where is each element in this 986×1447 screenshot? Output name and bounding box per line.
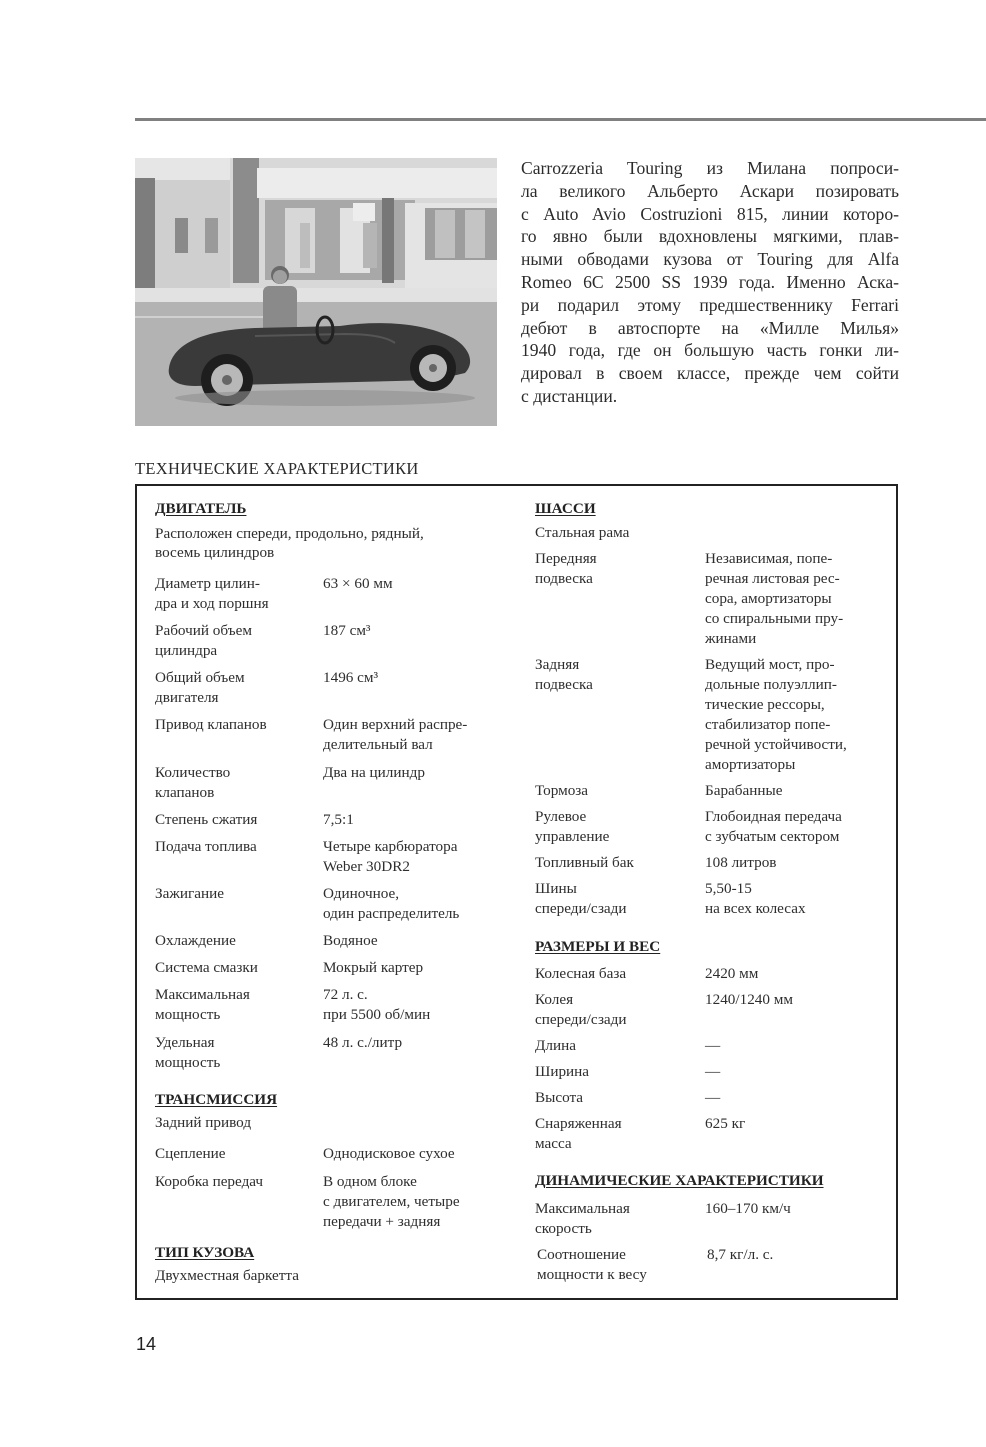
- spec-value: 72 л. с.: [323, 986, 368, 1003]
- spec-value: Один верхний распре-: [323, 716, 468, 733]
- caption-line: го явно были вдохновлены мягкими, плав-: [521, 226, 899, 247]
- section-heading-chassis: ШАССИ: [535, 500, 596, 517]
- body-type-note: Двухместная баркетта: [155, 1267, 299, 1284]
- caption-line: с дистанции.: [521, 385, 618, 406]
- spec-value: —: [705, 1037, 721, 1054]
- section-heading-dimensions: РАЗМЕРЫ И ВЕС: [535, 938, 661, 955]
- spec-label: Передняя: [535, 550, 597, 567]
- photo-caption: [521, 157, 899, 408]
- spec-value: амортизаторы: [705, 756, 796, 773]
- chassis-note: Стальная рама: [535, 524, 630, 541]
- caption-line: дебют в автоспорте на «Милле Милья»: [521, 317, 899, 338]
- spec-label: Система смазки: [155, 959, 258, 976]
- spec-value: Барабанные: [705, 782, 783, 799]
- spec-value: Weber 30DR2: [323, 858, 410, 875]
- engine-note: Расположен спереди, продольно, рядный,: [155, 525, 424, 542]
- spec-label: мощность: [155, 1006, 221, 1023]
- spec-label: Колесная база: [535, 965, 627, 982]
- spec-label: Соотношение: [537, 1246, 626, 1263]
- spec-label: двигателя: [155, 689, 219, 706]
- spec-label: Рулевое: [535, 808, 587, 825]
- spec-label: Длина: [535, 1037, 576, 1054]
- spec-value: 1240/1240 мм: [705, 991, 793, 1008]
- spec-value: 8,7 кг/л. с.: [707, 1246, 774, 1263]
- car-photo: [135, 158, 497, 426]
- spec-label: дра и ход поршня: [155, 595, 269, 612]
- spec-label: Зажигание: [155, 885, 224, 902]
- spec-label: Высота: [535, 1089, 584, 1106]
- spec-value: сора, амортизаторы: [705, 590, 832, 607]
- spec-label: Ширина: [535, 1063, 590, 1080]
- spec-label: Топливный бак: [535, 854, 634, 871]
- section-heading-body-type: ТИП КУЗОВА: [155, 1244, 255, 1261]
- spec-value: на всех колесах: [705, 900, 806, 917]
- section-heading-performance: ДИНАМИЧЕСКИЕ ХАРАКТЕРИСТИКИ: [535, 1172, 824, 1189]
- spec-value: 625 кг: [705, 1115, 746, 1132]
- caption-line: Romeo 6C 2500 SS 1939 года. Именно Аска-: [521, 271, 899, 292]
- spec-label: мощность: [155, 1054, 221, 1071]
- photo-illustration: [135, 158, 497, 426]
- transmission-note: Задний привод: [155, 1114, 252, 1131]
- spec-label: Максимальная: [155, 986, 250, 1003]
- spec-value: 48 л. с./литр: [323, 1034, 403, 1051]
- spec-label: Задняя: [535, 656, 580, 673]
- spec-label: Диаметр цилин-: [155, 575, 260, 592]
- spec-label: Снаряженная: [535, 1115, 622, 1132]
- spec-value: жинами: [705, 630, 757, 647]
- spec-value: речной устойчивости,: [705, 736, 847, 753]
- section-heading-transmission: ТРАНСМИССИЯ: [155, 1091, 278, 1108]
- spec-value: стабилизатор попе-: [705, 716, 831, 733]
- spec-label: Удельная: [155, 1034, 215, 1051]
- specs-box: [135, 484, 898, 1300]
- engine-note: восемь цилиндров: [155, 544, 275, 561]
- page-number: 14: [136, 1334, 157, 1354]
- spec-value: дольные полуэллип-: [705, 676, 837, 693]
- spec-value: тические рессоры,: [705, 696, 825, 713]
- spec-value: 63 × 60 мм: [323, 575, 393, 592]
- spec-label: Коробка передач: [155, 1173, 264, 1190]
- spec-value: речная листовая рес-: [705, 570, 840, 587]
- spec-label: масса: [535, 1135, 572, 1152]
- spec-label: скорость: [535, 1220, 592, 1237]
- spec-label: мощности к весу: [537, 1266, 647, 1283]
- spec-label: Сцепление: [155, 1145, 226, 1162]
- spec-value: 108 литров: [705, 854, 777, 871]
- spec-label: Степень сжатия: [155, 811, 258, 828]
- spec-value: один распределитель: [323, 905, 460, 922]
- section-heading-engine: ДВИГАТЕЛЬ: [155, 500, 247, 517]
- spec-value: 5,50-15: [705, 880, 752, 897]
- spec-value: 160–170 км/ч: [705, 1200, 791, 1217]
- spec-label: подвеска: [535, 570, 593, 587]
- spec-value: с зубчатым сектором: [705, 828, 840, 845]
- spec-value: с двигателем, четыре: [323, 1193, 460, 1210]
- caption-line: дировал в своем классе, прежде чем сойти: [521, 363, 899, 384]
- spec-label: Подача топлива: [155, 838, 257, 855]
- spec-label: управление: [535, 828, 610, 845]
- spec-value: В одном блоке: [323, 1173, 417, 1190]
- spec-label: Колея: [535, 991, 574, 1008]
- caption-line: Carrozzeria Touring из Милана попроси-: [521, 158, 899, 178]
- spec-value: Ведущий мост, про-: [705, 656, 835, 673]
- spec-value: при 5500 об/мин: [323, 1006, 431, 1023]
- spec-label: Максимальная: [535, 1200, 630, 1217]
- spec-value: передачи + задняя: [323, 1213, 441, 1230]
- spec-value: —: [705, 1063, 721, 1080]
- spec-label: подвеска: [535, 676, 593, 693]
- spec-label: спереди/сзади: [535, 900, 627, 917]
- caption-line: 1940 года, где он большую часть гонки ли-: [521, 340, 899, 361]
- spec-value: Водяное: [323, 932, 378, 949]
- caption-line: ными обводами кузова от Touring для Alfa: [521, 249, 899, 270]
- spec-value: Глобоидная передача: [705, 808, 842, 825]
- spec-label: Привод клапанов: [155, 716, 267, 733]
- spec-value: 2420 мм: [705, 965, 759, 982]
- caption-line: ри подарил этому предшественнику Ferrari: [521, 294, 899, 315]
- spec-label: Шины: [535, 880, 577, 897]
- spec-value: 7,5:1: [323, 811, 354, 828]
- spec-value: Два на цилиндр: [323, 764, 425, 781]
- spec-label: Рабочий объем: [155, 622, 252, 639]
- spec-value: 1496 см³: [323, 669, 379, 686]
- spec-value: Независимая, попе-: [705, 550, 833, 567]
- spec-value: —: [705, 1089, 721, 1106]
- spec-value: Одиночное,: [323, 885, 400, 902]
- specs-title: ТЕХНИЧЕСКИЕ ХАРАКТЕРИСТИКИ: [135, 459, 419, 478]
- spec-label: спереди/сзади: [535, 1011, 627, 1028]
- spec-label: Тормоза: [535, 782, 589, 799]
- caption-line: с Auto Avio Costruzioni 815, линии которо-: [521, 203, 899, 224]
- spec-value: со спиральными пру-: [705, 610, 844, 627]
- spec-label: клапанов: [155, 784, 215, 801]
- spec-label: Общий объем: [155, 669, 245, 686]
- spec-value: 187 см³: [323, 622, 371, 639]
- spec-value: Четыре карбюратора: [323, 838, 458, 855]
- spec-value: делительный вал: [323, 736, 433, 753]
- spec-label: цилиндра: [155, 642, 218, 659]
- spec-value: Однодисковое сухое: [323, 1145, 455, 1162]
- spec-value: Мокрый картер: [323, 959, 424, 976]
- spec-label: Охлаждение: [155, 932, 236, 949]
- top-rule: [135, 118, 986, 121]
- spec-label: Количество: [155, 764, 231, 781]
- caption-line: ла великого Альберто Аскари позировать: [521, 180, 899, 201]
